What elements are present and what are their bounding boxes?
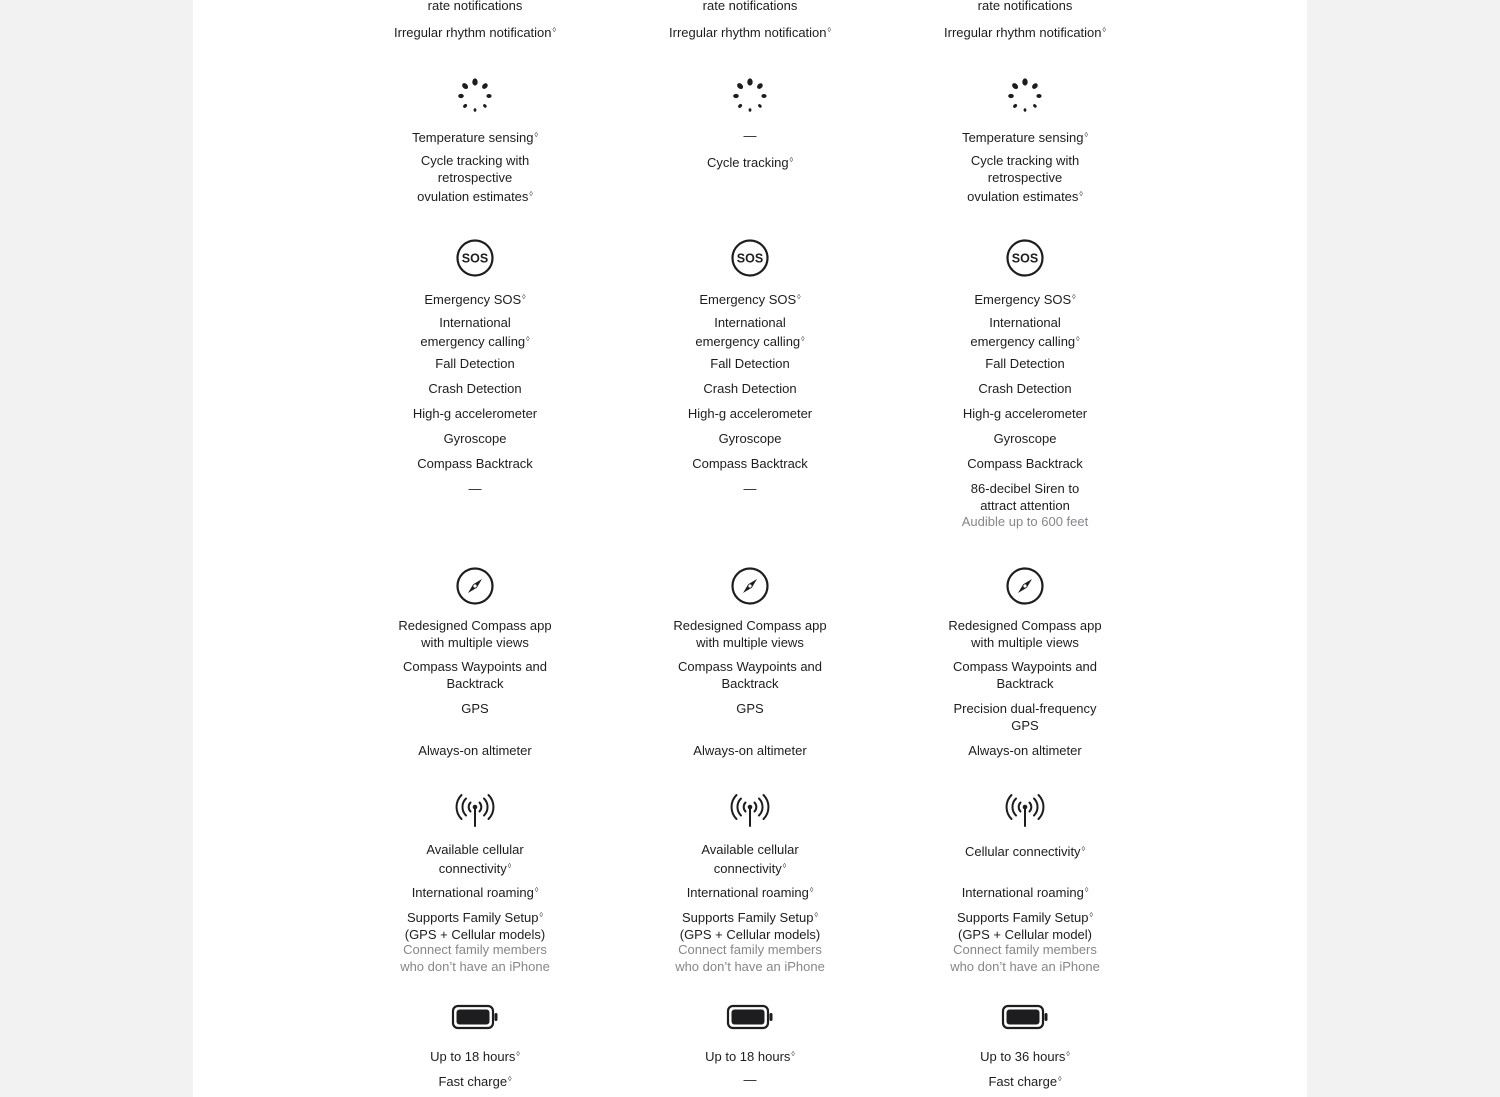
safety-feature: Compass Backtrack [692, 456, 808, 471]
footnote-mark: ◊ [1084, 132, 1088, 139]
safety-feature: International emergency calling◊ [420, 315, 530, 349]
footnote-mark: ◊ [782, 863, 787, 870]
health-feature: Cycle tracking◊ [706, 155, 794, 170]
footnote-mark: ◊ [526, 336, 530, 343]
navigation-feature: Compass Waypoints and Backtrack [677, 659, 823, 691]
sos-icon [730, 238, 770, 278]
battery-icon [451, 1003, 499, 1031]
safety-feature: Fall Detection [985, 356, 1065, 371]
safety-feature: — [468, 481, 482, 496]
navigation-feature: Redesigned Compass app with multiple views [673, 618, 827, 650]
heart-feature: rate notifications [702, 0, 798, 13]
navigation-feature: Compass Waypoints and Backtrack [952, 659, 1098, 691]
health-feature: — [743, 128, 757, 143]
cellular-feature: Cellular connectivity◊ [964, 844, 1086, 859]
battery-icon [726, 1003, 774, 1031]
navigation-feature: Precision dual-frequency GPS [953, 701, 1097, 733]
cellular-feature: International roaming◊ [686, 885, 814, 900]
family-setup-note: Connect family members who don’t have an iPhone [950, 942, 1100, 974]
footnote-mark: ◊ [1081, 846, 1086, 853]
heart-feature: rate notifications [977, 0, 1073, 13]
cycle-tracking-icon [455, 76, 495, 116]
battery-feature: Up to 18 hours◊ [705, 1049, 795, 1064]
sos-icon [1005, 238, 1045, 278]
safety-feature: High-g accelerometer [687, 406, 813, 421]
navigation-feature: GPS [736, 701, 764, 716]
safety-feature: International emergency calling◊ [970, 315, 1080, 349]
heart-feature: Irregular rhythm notification◊ [669, 25, 831, 40]
footnote-mark: ◊ [508, 1076, 512, 1083]
safety-feature: Gyroscope [443, 431, 507, 446]
family-setup-note: Connect family members who don’t have an iPhone [675, 942, 825, 974]
footnote-mark: ◊ [1058, 1076, 1062, 1083]
footnote-mark: ◊ [791, 1051, 795, 1058]
cellular-feature: Available cellular connectivity◊ [701, 842, 799, 876]
footnote-mark: ◊ [1076, 336, 1080, 343]
footnote-mark: ◊ [539, 912, 543, 919]
navigation-feature: GPS [461, 701, 489, 716]
footnote-mark: ◊ [534, 887, 539, 894]
battery-feature: Fast charge◊ [988, 1074, 1062, 1089]
svg-text:SOS: SOS [461, 251, 489, 266]
battery-feature: Up to 36 hours◊ [980, 1049, 1070, 1064]
cellular-feature: Supports Family Setup◊ (GPS + Cellular models) [404, 910, 546, 942]
cellular-icon [730, 790, 770, 830]
safety-feature: Compass Backtrack [417, 456, 533, 471]
footnote-mark: ◊ [814, 912, 818, 919]
siren-range-note: Audible up to 600 feet [961, 514, 1089, 529]
cellular-feature: Supports Family Setup◊ (GPS + Cellular models) [679, 910, 821, 942]
heart-feature: Irregular rhythm notification◊ [944, 25, 1106, 40]
footnote-mark: ◊ [1102, 27, 1106, 34]
heart-feature: rate notifications [427, 0, 523, 13]
footnote-mark: ◊ [1066, 1051, 1070, 1058]
safety-feature: Crash Detection [978, 381, 1072, 396]
safety-feature: Emergency SOS◊ [699, 292, 801, 307]
heart-feature: Irregular rhythm notification◊ [394, 25, 556, 40]
safety-feature: Fall Detection [710, 356, 790, 371]
safety-feature: Emergency SOS◊ [424, 292, 526, 307]
compass-icon [730, 566, 770, 606]
safety-feature: Emergency SOS◊ [974, 292, 1076, 307]
safety-feature: Crash Detection [703, 381, 797, 396]
battery-feature: — [743, 1072, 757, 1087]
svg-text:SOS: SOS [1011, 251, 1039, 266]
safety-feature: 86-decibel Siren to attract attention [970, 481, 1080, 513]
family-setup-note: Connect family members who don’t have an iPhone [400, 942, 550, 974]
safety-feature: — [743, 481, 757, 496]
health-feature: Cycle tracking with retrospective ovulation estimates◊ [967, 153, 1083, 204]
footnote-mark: ◊ [801, 336, 805, 343]
health-feature: Cycle tracking with retrospective ovulation estimates◊ [417, 153, 533, 204]
safety-feature: Fall Detection [435, 356, 515, 371]
health-feature: Temperature sensing◊ [412, 130, 538, 145]
footnote-mark: ◊ [534, 132, 538, 139]
safety-feature: Compass Backtrack [967, 456, 1083, 471]
cycle-tracking-icon [730, 76, 770, 116]
footnote-mark: ◊ [552, 27, 556, 34]
footnote-mark: ◊ [809, 887, 814, 894]
compass-icon [1005, 566, 1045, 606]
compass-icon [455, 566, 495, 606]
cellular-icon [1005, 790, 1045, 830]
cellular-feature: International roaming◊ [411, 885, 539, 900]
footnote-mark: ◊ [516, 1051, 520, 1058]
footnote-mark: ◊ [529, 191, 533, 198]
navigation-feature: Always-on altimeter [968, 743, 1082, 758]
svg-text:SOS: SOS [736, 251, 764, 266]
battery-icon [1001, 1003, 1049, 1031]
footnote-mark: ◊ [1089, 912, 1093, 919]
cycle-tracking-icon [1005, 76, 1045, 116]
navigation-feature: Redesigned Compass app with multiple views [948, 618, 1102, 650]
safety-feature: Crash Detection [428, 381, 522, 396]
footnote-mark: ◊ [1079, 191, 1083, 198]
footnote-mark: ◊ [507, 863, 512, 870]
safety-feature: High-g accelerometer [412, 406, 538, 421]
cellular-feature: Supports Family Setup◊ (GPS + Cellular model) [957, 910, 1093, 942]
safety-feature: High-g accelerometer [962, 406, 1088, 421]
navigation-feature: Compass Waypoints and Backtrack [402, 659, 548, 691]
safety-feature: Gyroscope [718, 431, 782, 446]
footnote-mark: ◊ [827, 27, 831, 34]
footnote-mark: ◊ [797, 294, 801, 301]
cellular-feature: International roaming◊ [961, 885, 1089, 900]
safety-feature: Gyroscope [993, 431, 1057, 446]
footnote-mark: ◊ [1084, 887, 1089, 894]
battery-feature: Fast charge◊ [438, 1074, 512, 1089]
cellular-icon [455, 790, 495, 830]
health-feature: Temperature sensing◊ [962, 130, 1088, 145]
navigation-feature: Redesigned Compass app with multiple views [398, 618, 552, 650]
navigation-feature: Always-on altimeter [693, 743, 807, 758]
battery-feature: Up to 18 hours◊ [430, 1049, 520, 1064]
footnote-mark: ◊ [789, 157, 794, 164]
safety-feature: International emergency calling◊ [695, 315, 805, 349]
cellular-feature: Available cellular connectivity◊ [426, 842, 524, 876]
footnote-mark: ◊ [1072, 294, 1076, 301]
navigation-feature: Always-on altimeter [418, 743, 532, 758]
comparison-page [193, 0, 1307, 1097]
footnote-mark: ◊ [522, 294, 526, 301]
sos-icon [455, 238, 495, 278]
